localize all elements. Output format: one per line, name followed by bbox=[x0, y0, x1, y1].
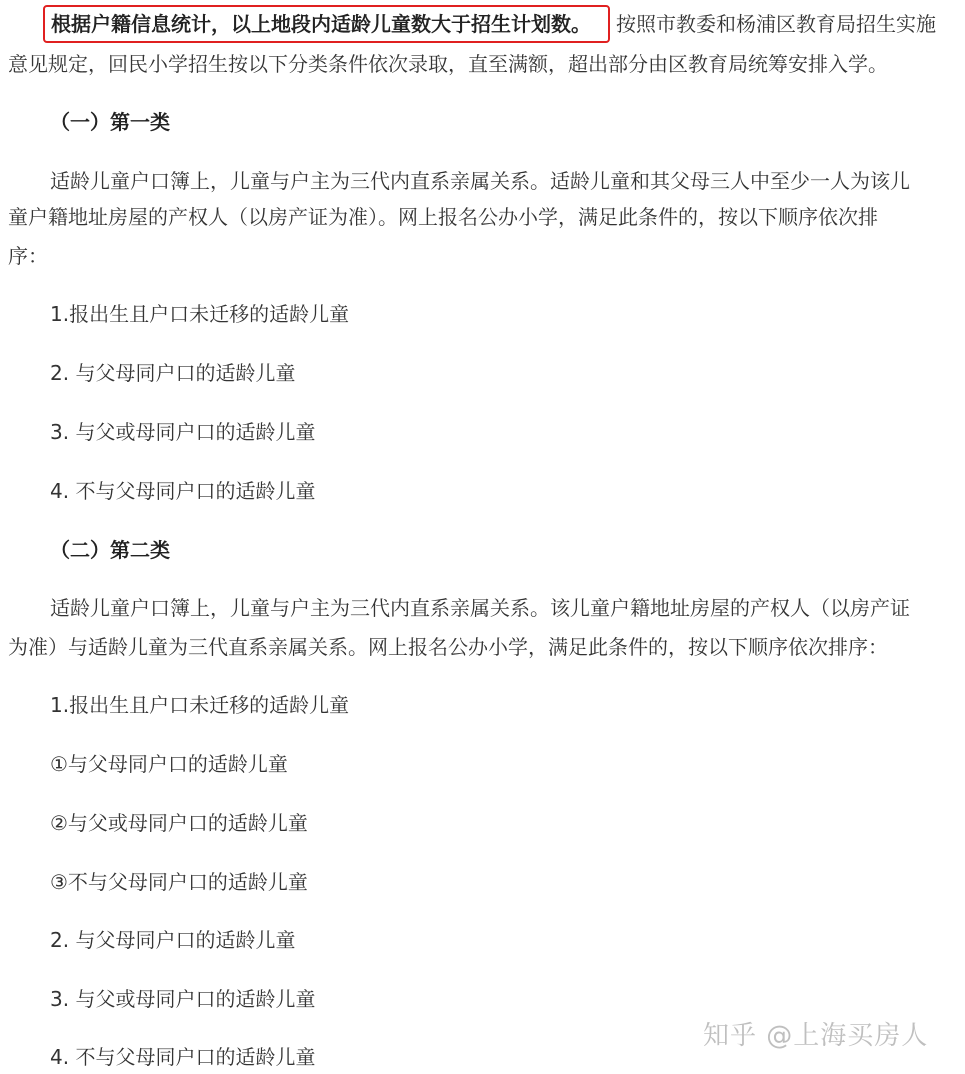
list-item: ①与父母同户口的适龄儿童 bbox=[50, 752, 288, 776]
zhihu-watermark: 知乎 @上海买房人 bbox=[703, 1021, 929, 1051]
section1-paragraph-line-1: 适龄儿童户口簿上，儿童与户主为三代内直系亲属关系。适龄儿童和其父母三人中至少一人为该儿 bbox=[50, 169, 910, 193]
list-item: 1.报出生且户口未迁移的适龄儿童 bbox=[50, 693, 350, 717]
list-item: 4. 不与父母同户口的适龄儿童 bbox=[50, 479, 316, 503]
list-item: 3. 与父或母同户口的适龄儿童 bbox=[50, 987, 316, 1011]
section1-paragraph-line-3: 序： bbox=[8, 244, 48, 268]
highlighted-sentence: 根据户籍信息统计，以上地段内适龄儿童数大于招生计划数。 bbox=[51, 12, 591, 36]
list-item: 2. 与父母同户口的适龄儿童 bbox=[50, 361, 296, 385]
list-item: 3. 与父或母同户口的适龄儿童 bbox=[50, 420, 316, 444]
list-item: ③不与父母同户口的适龄儿童 bbox=[50, 870, 308, 894]
section1-paragraph-line-2: 童户籍地址房屋的产权人（以房产证为准）。网上报名公办小学，满足此条件的，按以下顺序依次排 bbox=[8, 205, 878, 229]
section-heading-1: （一）第一类 bbox=[50, 110, 170, 134]
intro-text-line-2: 意见规定，回民小学招生按以下分类条件依次录取，直至满额，超出部分由区教育局统筹安排入学。 bbox=[8, 52, 888, 76]
list-item: 4. 不与父母同户口的适龄儿童 bbox=[50, 1045, 316, 1069]
section-heading-2: （二）第二类 bbox=[50, 538, 170, 562]
list-item: 2. 与父母同户口的适龄儿童 bbox=[50, 928, 296, 952]
section2-paragraph-line-1: 适龄儿童户口簿上，儿童与户主为三代内直系亲属关系。该儿童户籍地址房屋的产权人（以房产证 bbox=[50, 596, 910, 620]
list-item: ②与父或母同户口的适龄儿童 bbox=[50, 811, 308, 835]
section2-paragraph-line-2: 为准）与适龄儿童为三代直系亲属关系。网上报名公办小学，满足此条件的，按以下顺序依次排序： bbox=[8, 635, 888, 659]
list-item: 1.报出生且户口未迁移的适龄儿童 bbox=[50, 302, 350, 326]
intro-text-line-1: 按照市教委和杨浦区教育局招生实施 bbox=[616, 12, 936, 36]
